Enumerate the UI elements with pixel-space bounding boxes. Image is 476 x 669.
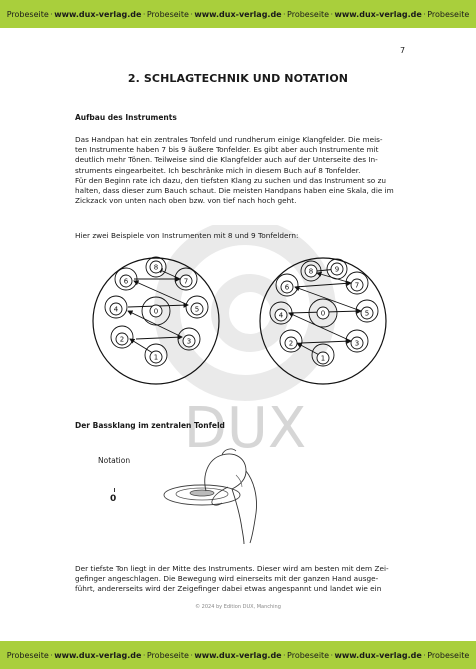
section-heading: Aufbau des Instruments <box>75 113 177 122</box>
banner-text: Probeseite <box>427 9 470 19</box>
tone-field-label: 1 <box>320 354 326 363</box>
tone-field-label: 8 <box>153 263 159 272</box>
banner-link[interactable]: www.dux-verlag.de <box>54 9 142 19</box>
tone-field <box>178 328 200 350</box>
tone-field-label: 4 <box>113 305 119 314</box>
notation-label: Notation <box>98 456 131 465</box>
bass-paragraph <box>75 564 403 595</box>
tone-field-label: 7 <box>354 281 360 290</box>
text-line: führt, andererseits wird der Zeigefinger dabei etwas angespannt und landet wie ein <box>75 584 382 594</box>
text-line: Zickzack von unten nach oben bzw. von tief nach hoch geht. <box>75 196 297 206</box>
text-line: Für den Beginn rate ich dazu, den tiefsten Klang zu suchen und das Instrument so zu <box>75 175 387 185</box>
tone-field <box>327 259 347 279</box>
top-banner: Probeseite · www.dux-verlag.de · Probeseite · www.dux-verlag.de · Probeseite · www.dux-verlag.de · Probeseite <box>0 0 476 28</box>
copyright-notice: © 2024 by Edition DUX, Manching <box>195 604 281 610</box>
handpan-diagram-9 <box>257 255 389 387</box>
notation-symbol: 0 <box>110 494 117 504</box>
banner-link[interactable]: www.dux-verlag.de <box>194 9 282 19</box>
tone-field-label: 5 <box>364 309 370 318</box>
tone-field-label: 7 <box>183 277 189 286</box>
banner-link[interactable]: www.dux-verlag.de <box>194 650 282 660</box>
tone-field-label: 2 <box>119 335 125 344</box>
tone-field <box>270 302 292 324</box>
tone-field-label: 8 <box>308 267 314 276</box>
text-line: halten, dass dieser zum Bauch schaut. Die meisten Handpans haben eine Skala, die im <box>75 186 394 196</box>
banner-link[interactable]: www.dux-verlag.de <box>54 650 142 660</box>
tone-field-label: 6 <box>284 283 290 292</box>
examples-line: Hier zwei Beispiele von Instrumenten mit 8 und 9 Tonfeldern: <box>75 231 299 240</box>
tone-field <box>111 326 133 348</box>
text-line: gefinger angeschlagen. Die Bewegung wird einerseits mit der ganzen Hand ausge- <box>75 574 379 584</box>
tone-field-label: 3 <box>354 339 360 348</box>
tone-field <box>115 268 137 290</box>
watermark-text: DUX <box>183 396 307 455</box>
hand-striking-illustration <box>162 445 282 545</box>
page-number: 7 <box>400 46 406 55</box>
page-title: 2. SCHLAGTECHNIK UND NOTATION <box>127 72 349 85</box>
tone-field <box>145 344 167 366</box>
handpan-diagram-8 <box>90 255 222 387</box>
notation-tick <box>114 488 115 492</box>
bottom-banner: Probeseite · www.dux-verlag.de · Probeseite · www.dux-verlag.de · Probeseite · www.dux-verlag.de · Probeseite <box>0 641 476 669</box>
tone-field-label: 5 <box>194 305 200 314</box>
tone-field <box>105 296 127 318</box>
banner-text: Probeseite <box>146 9 189 19</box>
banner-text: Probeseite <box>6 9 49 19</box>
tone-field-label: 1 <box>153 353 159 362</box>
tone-field-label: 6 <box>123 277 129 286</box>
text-line: Das Handpan hat ein zentrales Tonfeld und rundherum einige Klangfelder. Die meis- <box>75 135 383 144</box>
banner-text: Probeseite <box>287 9 330 19</box>
section-heading: Der Bassklang im zentralen Tonfeld <box>75 421 225 430</box>
tone-field-label: 0 <box>153 307 159 316</box>
banner-text: Probeseite <box>287 650 330 660</box>
tone-field <box>312 344 334 366</box>
banner-text: Probeseite <box>427 650 470 660</box>
text-line: Der tiefste Ton liegt in der Mitte des Instruments. Dieser wird am besten mit dem Zei- <box>75 564 389 573</box>
tone-field <box>317 307 329 319</box>
tone-field-label: 4 <box>278 311 284 320</box>
banner-text: Probeseite <box>146 650 189 660</box>
tone-field <box>280 330 302 352</box>
text-line: deutlich mehr Tönen. Teilweise sind die Klangfelder auch auf der Unterseite des In- <box>75 155 378 165</box>
tone-field <box>150 305 162 317</box>
tone-field-label: 2 <box>288 339 294 348</box>
tone-field-label: 0 <box>320 309 326 318</box>
banner-link[interactable]: www.dux-verlag.de <box>334 650 422 660</box>
banner-text: Probeseite <box>6 650 49 660</box>
text-line: ten Instrumente haben 7 bis 9 äußere Tonfelder. Es gibt aber auch Instrumente mit <box>75 145 379 155</box>
intro-paragraph <box>75 135 403 206</box>
text-line: struments eingearbeitet. Ich beschränke mich in diesem Buch auf 8 Tonfelder. <box>75 165 361 175</box>
tone-field-label: 9 <box>334 265 340 274</box>
tone-field <box>146 257 166 277</box>
tone-field <box>276 274 298 296</box>
tone-field <box>186 296 208 318</box>
tone-field-label: 3 <box>186 337 192 346</box>
banner-link[interactable]: www.dux-verlag.de <box>334 9 422 19</box>
